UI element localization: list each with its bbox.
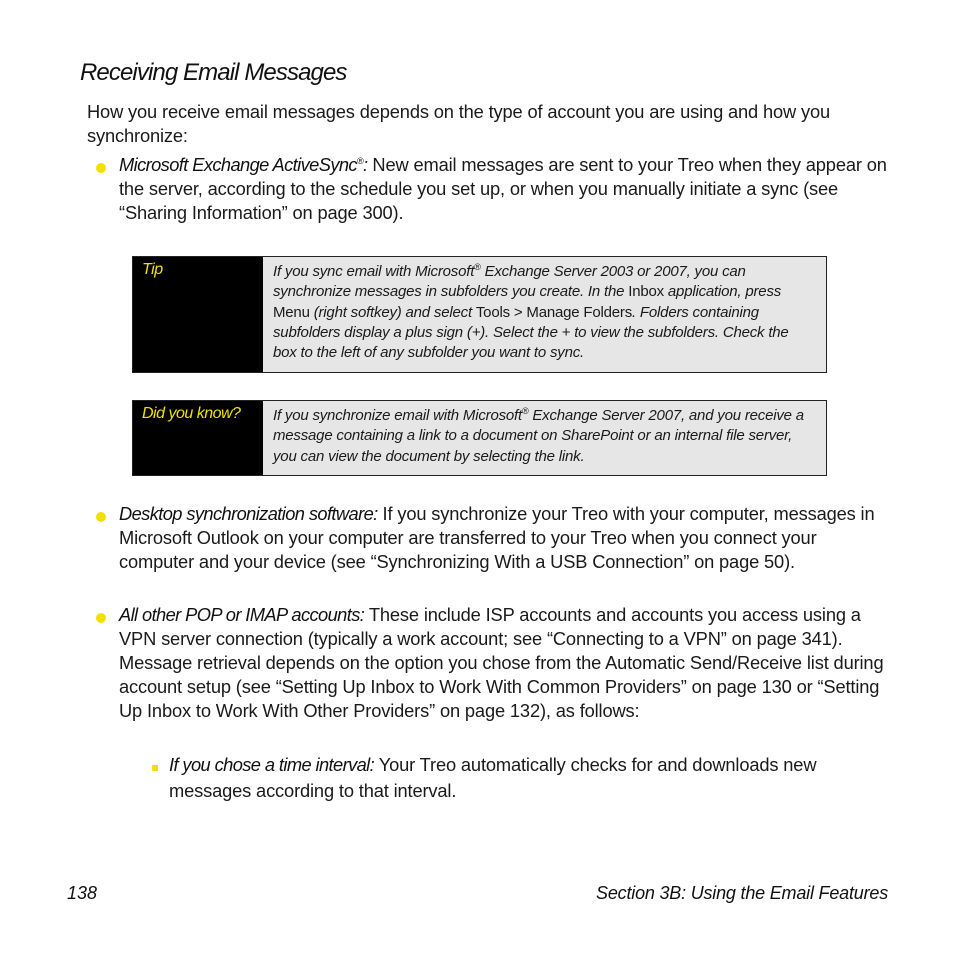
list-item-desktop-sync [119, 502, 889, 574]
list-item-exchange [119, 153, 889, 225]
bullet-icon [96, 512, 106, 522]
registered-mark: ® [356, 155, 364, 166]
ui-term-inbox: Inbox [628, 283, 664, 301]
tip-body: If you sync email with Microsoft® Exchange Server 2003 or 2007, you can synchronize messages in subfolders you create. In the Inbox application, press Menu (right softkey) and select Tools > Manage Folders. Folders containing subfolders display a plus sign (+). Select the + to view the subfolders. Check the box to the left of any subfolder you want to sync. [273, 262, 789, 362]
list-item-pop-imap [119, 603, 891, 723]
tip-label: Tip [133, 257, 263, 372]
section-heading: Receiving Email Messages [80, 59, 347, 86]
bullet-icon [96, 163, 106, 173]
ui-term-menu: Menu [273, 303, 310, 321]
tip-callout [132, 256, 827, 373]
ui-term-manage-folders: Manage Folders [526, 303, 632, 321]
list-item-text: Your Treo automatically checks for and downloads new messages according to that interval. [169, 754, 817, 801]
page-number: 138 [67, 883, 98, 903]
did-you-know-callout [132, 400, 827, 476]
list-item-text: If you synchronize your Treo with your computer, messages in Microsoft Outlook on your computer are transferred to your Treo when you connect your computer and your device (see “Synchronizing With a USB Connection” on page 50). [119, 503, 875, 572]
did-you-know-label: Did you know? [133, 401, 263, 475]
registered-mark: ® [521, 406, 529, 416]
section-title: Section 3B: Using the Email Features [596, 883, 888, 903]
intro-paragraph: How you receive email messages depends on the type of account you are using and how you synchronize: [87, 101, 831, 146]
list-item-text: New email messages are sent to your Treo when they appear on the server, according to the schedule you set up, or when you manually initiate a sync (see “Sharing Information” on page 300). [119, 154, 887, 223]
term-desktop-sync: Desktop synchronization software: [119, 503, 378, 524]
sub-list-item-time-interval [169, 752, 894, 804]
did-you-know-body: If you synchronize email with Microsoft® Exchange Server 2007, and you receive a message containing a link to a document on SharePoint or an internal file server, you can view the document by selecting the link. [273, 406, 804, 465]
list-item-text: These include ISP accounts and accounts you access using a VPN server connection (typically a work account; see “Connecting to a VPN” on page 341). Message retrieval depends on the option you chose from the Automatic Send/Receive list during account setup (see “Setting Up Inbox to Work With Common Providers” on page 130 or “Setting Up Inbox to Work With Other Providers” on page 132), as follows: [119, 604, 884, 721]
term-exchange: Microsoft Exchange ActiveSync®: [119, 154, 368, 175]
bullet-icon [96, 613, 106, 623]
chevron-right-icon: > [509, 303, 527, 321]
plus-icon: + [561, 323, 571, 341]
term-pop-imap: All other POP or IMAP accounts: [119, 604, 365, 625]
term-time-interval: If you chose a time interval: [169, 754, 375, 775]
ui-term-tools: Tools [475, 303, 510, 321]
square-bullet-icon [152, 765, 158, 771]
registered-mark: ® [474, 262, 481, 272]
